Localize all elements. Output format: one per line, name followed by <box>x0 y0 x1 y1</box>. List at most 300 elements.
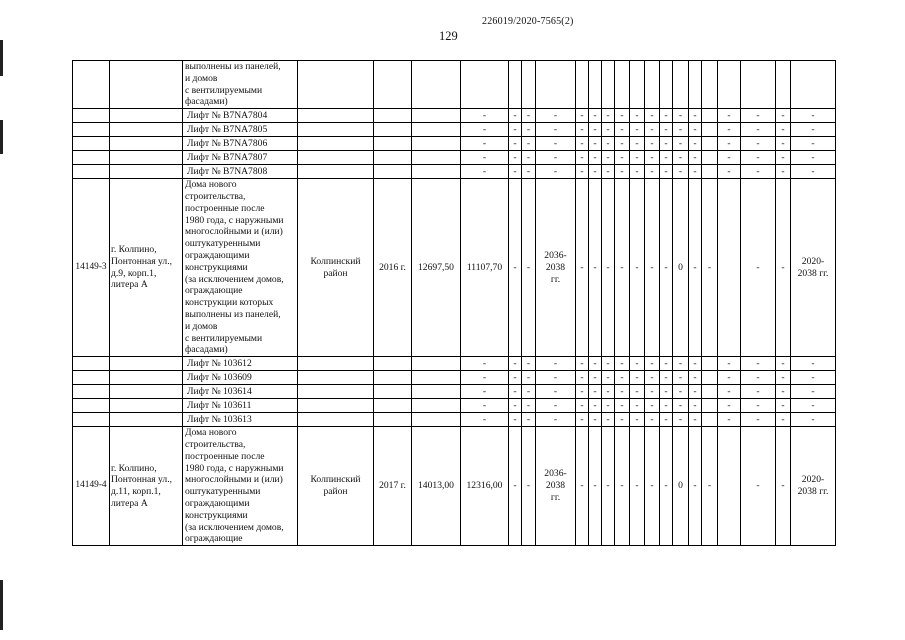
dash-cell: - <box>673 165 689 179</box>
building-address-line: литера А <box>111 279 148 291</box>
building-description-line: ограждающие <box>185 285 243 297</box>
dash-cell: - <box>741 357 776 371</box>
district-cell <box>298 399 374 413</box>
lift-row <box>73 123 836 137</box>
dash-cell: - <box>660 399 673 413</box>
repair-period <box>536 179 576 357</box>
empty-cell <box>702 399 718 413</box>
dash-cell: - <box>536 385 576 399</box>
dash-cell: - <box>702 427 718 546</box>
dash-cell: - <box>536 151 576 165</box>
building-district-line: Колпинский <box>310 474 361 486</box>
dash-cell: - <box>776 413 791 427</box>
district-cell <box>298 123 374 137</box>
building-description-line: Дома нового <box>185 427 237 439</box>
description-cell-line: фасадами) <box>185 96 228 108</box>
dash-cell: - <box>791 385 836 399</box>
dash-cell: - <box>645 109 660 123</box>
dash-cell: - <box>776 385 791 399</box>
building-description-line: строительства, <box>185 190 246 202</box>
dash-cell: - <box>776 137 791 151</box>
dash-cell: - <box>615 165 630 179</box>
dash-cell: - <box>673 357 689 371</box>
building-description-line: многослойными и (или) <box>185 226 283 238</box>
dash-cell: - <box>576 137 589 151</box>
dash-cell: - <box>536 413 576 427</box>
address-cell <box>110 165 183 179</box>
zero-value: 0 <box>673 179 689 357</box>
final-period-line: 2020- <box>801 255 825 267</box>
empty-cell <box>718 427 741 546</box>
dash-cell: - <box>718 357 741 371</box>
building-description-line: 1980 года, с наружными <box>185 462 284 474</box>
empty-cell <box>630 61 645 109</box>
id-cell <box>73 371 110 385</box>
final-period-line: 2020- <box>801 474 825 486</box>
dash-cell: - <box>522 137 536 151</box>
address-cell <box>110 413 183 427</box>
dash-cell: - <box>589 165 602 179</box>
empty-cell <box>522 61 536 109</box>
dash-cell: - <box>630 371 645 385</box>
dash-cell: - <box>689 123 702 137</box>
total-area: 14013,00 <box>412 427 461 546</box>
dash-cell: - <box>645 123 660 137</box>
dash-cell: - <box>689 399 702 413</box>
dash-cell: - <box>689 109 702 123</box>
dash-cell: - <box>522 427 536 546</box>
dash-cell: - <box>461 151 509 165</box>
id-cell <box>73 385 110 399</box>
empty-cell <box>374 357 412 371</box>
building-row <box>73 179 836 357</box>
building-description-line: с вентилируемыми <box>185 332 263 344</box>
dash-cell: - <box>645 371 660 385</box>
lift-row <box>73 165 836 179</box>
dash-cell: - <box>461 109 509 123</box>
dash-cell: - <box>589 151 602 165</box>
dash-cell: - <box>689 137 702 151</box>
description-cell-line: и домов <box>185 72 218 84</box>
dash-cell: - <box>718 413 741 427</box>
description-cell-line: выполнены из панелей, <box>185 61 281 72</box>
dash-cell: - <box>509 151 522 165</box>
dash-cell: - <box>589 413 602 427</box>
empty-cell <box>615 61 630 109</box>
dash-cell: - <box>576 371 589 385</box>
dash-cell: - <box>673 137 689 151</box>
dash-cell: - <box>522 151 536 165</box>
dash-cell: - <box>645 427 660 546</box>
empty-cell <box>589 61 602 109</box>
building-description-line: конструкциями <box>185 261 248 273</box>
empty-cell <box>702 151 718 165</box>
dash-cell: - <box>536 123 576 137</box>
dash-cell: - <box>576 123 589 137</box>
empty-cell <box>374 123 412 137</box>
dash-cell: - <box>615 123 630 137</box>
district-cell <box>298 165 374 179</box>
dash-cell: - <box>645 179 660 357</box>
dash-cell: - <box>673 385 689 399</box>
id-cell <box>73 109 110 123</box>
lift-row <box>73 399 836 413</box>
dash-cell: - <box>741 165 776 179</box>
dash-cell: - <box>509 399 522 413</box>
dash-cell: - <box>673 151 689 165</box>
dash-cell: - <box>645 165 660 179</box>
dash-cell: - <box>461 385 509 399</box>
dash-cell: - <box>791 399 836 413</box>
dash-cell: - <box>522 179 536 357</box>
dash-cell: - <box>461 371 509 385</box>
building-address-line: г. Колпино, <box>111 244 157 256</box>
dash-cell: - <box>776 371 791 385</box>
final-period <box>791 179 836 357</box>
empty-cell <box>374 109 412 123</box>
id-cell <box>73 399 110 413</box>
empty-cell <box>702 413 718 427</box>
dash-cell: - <box>741 137 776 151</box>
dash-cell: - <box>660 151 673 165</box>
empty-cell <box>645 61 660 109</box>
empty-cell <box>509 61 522 109</box>
empty-cell <box>718 179 741 357</box>
housing-registry-table <box>72 60 836 546</box>
empty-cell <box>374 413 412 427</box>
dash-cell: - <box>630 151 645 165</box>
repair-period-line: 2036- <box>544 468 567 480</box>
dash-cell: - <box>660 179 673 357</box>
lift-label: Лифт № 103611 <box>183 399 298 413</box>
repair-period-line: 2038 <box>545 480 566 492</box>
lift-label: Лифт № B7NA7804 <box>183 109 298 123</box>
dash-cell: - <box>461 357 509 371</box>
dash-cell: - <box>602 371 615 385</box>
dash-cell: - <box>576 165 589 179</box>
dash-cell: - <box>576 109 589 123</box>
dash-cell: - <box>536 357 576 371</box>
id-cell <box>73 357 110 371</box>
lift-label: Лифт № B7NA7806 <box>183 137 298 151</box>
dash-cell: - <box>673 109 689 123</box>
empty-cell <box>374 137 412 151</box>
address-cell <box>110 385 183 399</box>
building-district <box>298 179 374 357</box>
dash-cell: - <box>461 399 509 413</box>
building-address <box>110 179 183 357</box>
dash-cell: - <box>461 165 509 179</box>
id-cell <box>73 61 110 109</box>
dash-cell: - <box>602 179 615 357</box>
empty-cell <box>461 61 509 109</box>
dash-cell: - <box>536 137 576 151</box>
building-address-line: Понтонная ул., <box>111 255 173 267</box>
dash-cell: - <box>689 413 702 427</box>
repair-period-line: 2038 <box>545 261 566 273</box>
dash-cell: - <box>630 399 645 413</box>
dash-cell: - <box>702 179 718 357</box>
final-period-line: 2038 гг. <box>797 267 829 279</box>
dash-cell: - <box>522 371 536 385</box>
dash-cell: - <box>576 399 589 413</box>
empty-cell <box>702 357 718 371</box>
dash-cell: - <box>615 399 630 413</box>
empty-cell <box>374 385 412 399</box>
building-description <box>183 179 298 357</box>
dash-cell: - <box>630 413 645 427</box>
address-cell <box>110 371 183 385</box>
dash-cell: - <box>630 385 645 399</box>
id-cell <box>73 413 110 427</box>
building-description-line: конструкции которых <box>185 297 274 309</box>
dash-cell: - <box>660 413 673 427</box>
dash-cell: - <box>589 123 602 137</box>
dash-cell: - <box>791 165 836 179</box>
dash-cell: - <box>602 137 615 151</box>
dash-cell: - <box>689 385 702 399</box>
empty-cell <box>412 357 461 371</box>
address-cell <box>110 61 183 109</box>
building-description-line: 1980 года, с наружными <box>185 214 284 226</box>
empty-cell <box>412 371 461 385</box>
district-cell <box>298 357 374 371</box>
empty-cell <box>374 371 412 385</box>
empty-cell <box>702 109 718 123</box>
dash-cell: - <box>509 371 522 385</box>
dash-cell: - <box>589 109 602 123</box>
dash-cell: - <box>776 427 791 546</box>
empty-cell <box>702 137 718 151</box>
zero-value: 0 <box>673 427 689 546</box>
dash-cell: - <box>791 413 836 427</box>
dash-cell: - <box>536 109 576 123</box>
lift-label: Лифт № B7NA7805 <box>183 123 298 137</box>
dash-cell: - <box>602 427 615 546</box>
empty-cell <box>412 151 461 165</box>
description-cell-line: с вентилируемыми <box>185 84 263 96</box>
empty-cell <box>412 109 461 123</box>
empty-cell <box>374 165 412 179</box>
dash-cell: - <box>602 357 615 371</box>
empty-cell <box>412 123 461 137</box>
dash-cell: - <box>589 399 602 413</box>
dash-cell: - <box>689 357 702 371</box>
dash-cell: - <box>689 371 702 385</box>
dash-cell: - <box>673 413 689 427</box>
dash-cell: - <box>791 123 836 137</box>
dash-cell: - <box>602 151 615 165</box>
building-description-line: оштукатуренными <box>185 238 261 250</box>
dash-cell: - <box>645 399 660 413</box>
building-description-line: (за исключением домов, <box>185 521 284 533</box>
address-cell <box>110 123 183 137</box>
lift-row <box>73 151 836 165</box>
dash-cell: - <box>576 413 589 427</box>
building-address <box>110 427 183 546</box>
repair-period-line: гг. <box>550 273 561 285</box>
building-description-line: фасадами) <box>185 344 228 356</box>
dash-cell: - <box>791 151 836 165</box>
dash-cell: - <box>509 357 522 371</box>
dash-cell: - <box>630 165 645 179</box>
empty-cell <box>374 61 412 109</box>
dash-cell: - <box>741 179 776 357</box>
id-cell <box>73 137 110 151</box>
dash-cell: - <box>660 109 673 123</box>
table-body <box>73 61 836 546</box>
building-district-line: Колпинский <box>310 255 361 267</box>
dash-cell: - <box>718 123 741 137</box>
dash-cell: - <box>576 385 589 399</box>
district-cell <box>298 385 374 399</box>
dash-cell: - <box>615 151 630 165</box>
dash-cell: - <box>660 165 673 179</box>
dash-cell: - <box>660 123 673 137</box>
dash-cell: - <box>522 399 536 413</box>
dash-cell: - <box>741 385 776 399</box>
empty-cell <box>374 399 412 413</box>
lift-label: Лифт № 103612 <box>183 357 298 371</box>
dash-cell: - <box>589 385 602 399</box>
living-area: 11107,70 <box>461 179 509 357</box>
empty-cell <box>791 61 836 109</box>
building-description-line: многослойными и (или) <box>185 474 283 486</box>
lift-label: Лифт № B7NA7807 <box>183 151 298 165</box>
building-address-line: д.9, корп.1, <box>111 267 157 279</box>
building-id: 14149-3 <box>73 179 110 357</box>
dash-cell: - <box>776 399 791 413</box>
empty-cell <box>702 123 718 137</box>
dash-cell: - <box>602 123 615 137</box>
dash-cell: - <box>461 413 509 427</box>
dash-cell: - <box>522 385 536 399</box>
dash-cell: - <box>461 123 509 137</box>
building-district-line: район <box>323 486 348 498</box>
dash-cell: - <box>602 399 615 413</box>
dash-cell: - <box>602 385 615 399</box>
dash-cell: - <box>630 357 645 371</box>
dash-cell: - <box>576 427 589 546</box>
lift-row <box>73 385 836 399</box>
building-row <box>73 427 836 546</box>
building-id: 14149-4 <box>73 427 110 546</box>
dash-cell: - <box>741 123 776 137</box>
table-row <box>73 61 836 109</box>
dash-cell: - <box>509 165 522 179</box>
document-code: 226019/2020-7565(2) <box>482 16 574 27</box>
dash-cell: - <box>630 137 645 151</box>
dash-cell: - <box>791 109 836 123</box>
dash-cell: - <box>630 179 645 357</box>
scan-edge-mark <box>0 120 3 154</box>
dash-cell: - <box>509 179 522 357</box>
dash-cell: - <box>509 109 522 123</box>
dash-cell: - <box>645 385 660 399</box>
dash-cell: - <box>660 357 673 371</box>
dash-cell: - <box>776 123 791 137</box>
dash-cell: - <box>689 179 702 357</box>
dash-cell: - <box>522 357 536 371</box>
dash-cell: - <box>576 179 589 357</box>
empty-cell <box>718 61 741 109</box>
empty-cell <box>576 61 589 109</box>
empty-cell <box>412 399 461 413</box>
lift-label: Лифт № 103614 <box>183 385 298 399</box>
address-cell <box>110 137 183 151</box>
dash-cell: - <box>522 109 536 123</box>
district-cell <box>298 137 374 151</box>
district-cell <box>298 109 374 123</box>
dash-cell: - <box>776 179 791 357</box>
lift-label: Лифт № B7NA7808 <box>183 165 298 179</box>
dash-cell: - <box>718 399 741 413</box>
repair-period-line: гг. <box>550 492 561 504</box>
dash-cell: - <box>776 151 791 165</box>
empty-cell <box>741 61 776 109</box>
dash-cell: - <box>645 137 660 151</box>
dash-cell: - <box>645 357 660 371</box>
building-description-line: выполнены из панелей, <box>185 308 281 320</box>
description-cell <box>183 61 298 109</box>
dash-cell: - <box>776 165 791 179</box>
empty-cell <box>702 61 718 109</box>
final-period <box>791 427 836 546</box>
building-description-line: ограждающими <box>185 497 250 509</box>
id-cell <box>73 165 110 179</box>
repair-period <box>536 427 576 546</box>
building-description <box>183 427 298 546</box>
empty-cell <box>412 61 461 109</box>
dash-cell: - <box>791 371 836 385</box>
dash-cell: - <box>615 427 630 546</box>
lift-row <box>73 357 836 371</box>
dash-cell: - <box>602 413 615 427</box>
lift-label: Лифт № 103609 <box>183 371 298 385</box>
dash-cell: - <box>589 357 602 371</box>
dash-cell: - <box>509 123 522 137</box>
dash-cell: - <box>576 357 589 371</box>
page-number: 129 <box>439 29 458 43</box>
dash-cell: - <box>741 413 776 427</box>
dash-cell: - <box>522 123 536 137</box>
district-cell <box>298 371 374 385</box>
district-cell <box>298 413 374 427</box>
dash-cell: - <box>791 357 836 371</box>
dash-cell: - <box>660 427 673 546</box>
dash-cell: - <box>673 123 689 137</box>
lift-row <box>73 413 836 427</box>
building-description-line: ограждающие <box>185 533 243 545</box>
address-cell <box>110 357 183 371</box>
dash-cell: - <box>615 137 630 151</box>
building-description-line: (за исключением домов, <box>185 273 284 285</box>
dash-cell: - <box>509 413 522 427</box>
dash-cell: - <box>615 357 630 371</box>
building-description-line: и домов <box>185 320 218 332</box>
dash-cell: - <box>645 151 660 165</box>
building-description-line: конструкциями <box>185 509 248 521</box>
empty-cell <box>536 61 576 109</box>
dash-cell: - <box>536 371 576 385</box>
address-cell <box>110 109 183 123</box>
empty-cell <box>702 165 718 179</box>
dash-cell: - <box>741 371 776 385</box>
address-cell <box>110 151 183 165</box>
dash-cell: - <box>509 385 522 399</box>
address-cell <box>110 399 183 413</box>
building-address-line: г. Колпино, <box>111 462 157 474</box>
